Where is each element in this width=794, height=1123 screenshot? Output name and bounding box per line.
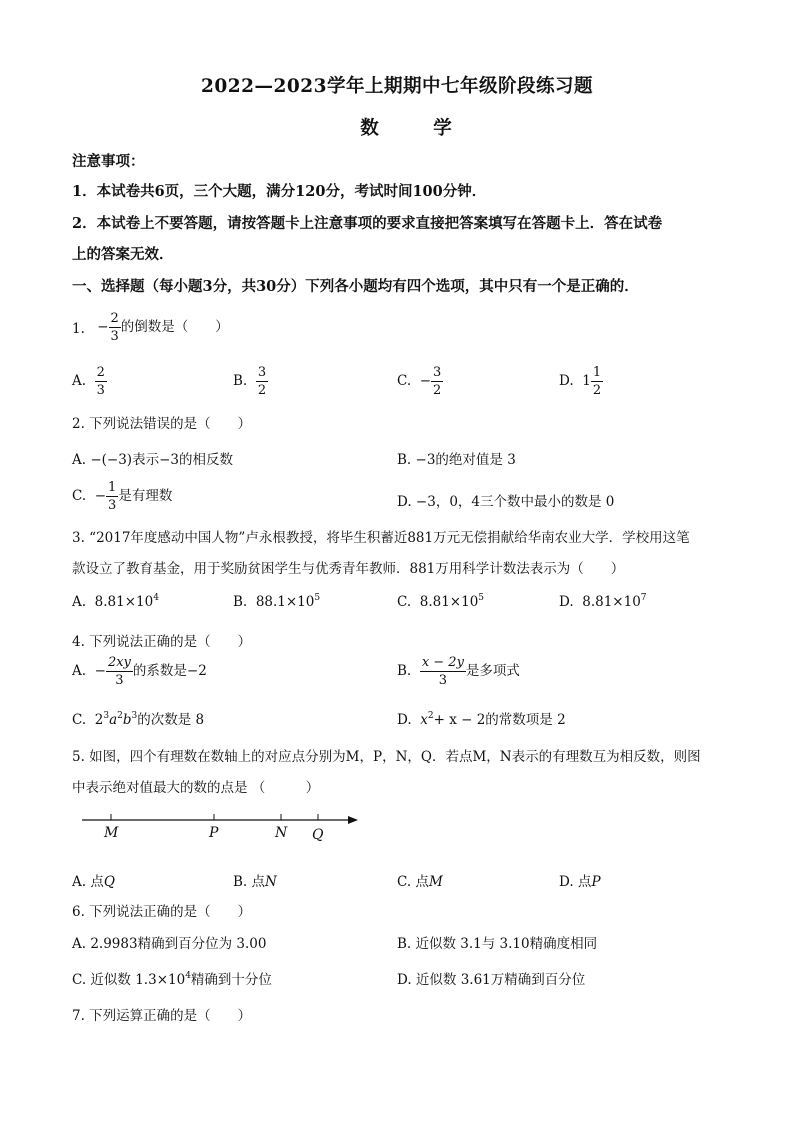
q6-option-c: C. 近似数 $1.3\times 10^4$精确到十分位 xyxy=(72,971,272,988)
fraction: $\frac{2}{3}$ xyxy=(110,311,119,344)
question-3-line-2: 款设立了教育基金，用于奖励贫困学生与优秀青年教师．881万用科学计数法表示为（ ） xyxy=(72,561,625,577)
q3-option-b: B. $88.1\times 10^5$ xyxy=(233,593,321,610)
number-line-arrow xyxy=(348,816,358,824)
point-label-q: Q xyxy=(312,827,324,843)
q4-option-c: C. $2^3a^2b^3$的次数是 8 xyxy=(72,711,205,728)
q1-option-a: A. $\frac{2}{3}$ xyxy=(72,365,105,398)
point-label-m: M xyxy=(104,825,119,841)
exam-title: 2022—2023学年上期期中七年级阶段练习题 xyxy=(201,76,593,97)
q2-option-a: A. −(−3)表示−3的相反数 xyxy=(72,452,233,468)
question-3-line-1: 3. “2017年度感动中国人物”卢永根教授，将毕生积蓄近881万元无偿捐献给华南农业大学．学校用这笔 xyxy=(72,530,690,546)
question-6: 6. 下列说法正确的是（ ） xyxy=(72,904,252,920)
notice-item-1: 1．本试卷共6页，三个大题，满分120分，考试时间100分钟． xyxy=(72,183,487,200)
question-7: 7. 下列运算正确的是（ ） xyxy=(72,1008,252,1024)
q5-option-d: D. 点P xyxy=(559,874,601,890)
question-1: 1. − $\frac{2}{3}$ 的倒数是（ ） xyxy=(72,311,229,344)
q4-option-b: B. $\frac{x - 2y}{3}$ 是多项式 xyxy=(397,655,520,688)
q4-option-a: A. − $\frac{2xy}{3}$ 的系数是−2 xyxy=(72,655,207,688)
q5-option-c: C. 点M xyxy=(397,874,443,890)
question-5-line-1: 5. 如图，四个有理数在数轴上的对应点分别为M，P，N，Q．若点M，N表示的有理数互为相反数，则图 xyxy=(72,749,701,765)
q4-option-d: D. $x^2+ x - 2$的常数项是 2 xyxy=(397,711,566,728)
notice-heading: 注意事项： xyxy=(72,153,145,170)
q1-option-d: D. 1 $\frac{1}{2}$ xyxy=(559,365,602,398)
q2-option-b: B. −3的绝对值是 3 xyxy=(397,452,516,468)
notice-item-2: 2．本试卷上不要答题，请按答题卡上注意事项的要求直接把答案填写在答题卡上．答在试卷 xyxy=(72,215,663,232)
q3-option-c: C. $8.81\times 10^5$ xyxy=(397,593,485,610)
notice-item-3: 上的答案无效． xyxy=(72,246,174,263)
q5-option-b: B. 点N xyxy=(233,874,277,890)
q6-option-b: B. 近似数 3.1与 3.10精确度相同 xyxy=(397,936,598,952)
q3-option-a: A. $8.81\times 10^4$ xyxy=(72,593,159,610)
q1-option-b: B. $\frac{3}{2}$ xyxy=(233,365,267,398)
subject-title: 数 学 xyxy=(360,118,470,139)
q6-option-a: A. 2.9983精确到百分位为 3.00 xyxy=(72,936,267,952)
q2-option-c: C. − $\frac{1}{3}$ 是有理数 xyxy=(72,480,173,513)
q1-option-c: C. − $\frac{3}{2}$ xyxy=(397,365,442,398)
q2-option-d: D. −3，0，4三个数中最小的数是 0 xyxy=(397,494,615,510)
q6-option-d: D. 近似数 3.61万精确到百分位 xyxy=(397,972,586,988)
point-label-p: P xyxy=(209,825,219,841)
section-heading: 一、选择题（每小题3分，共30分）下列各小题均有四个选项，其中只有一个是正确的． xyxy=(72,278,639,295)
point-label-n: N xyxy=(275,825,288,841)
question-4: 4. 下列说法正确的是（ ） xyxy=(72,634,252,650)
q5-option-a: A. 点Q xyxy=(72,874,115,890)
q3-option-d: D. $8.81\times 10^7$ xyxy=(559,593,647,610)
question-2: 2. 下列说法错误的是（ ） xyxy=(72,416,252,432)
question-5-line-2: 中表示绝对值最大的数的点是 （ ） xyxy=(72,780,320,796)
